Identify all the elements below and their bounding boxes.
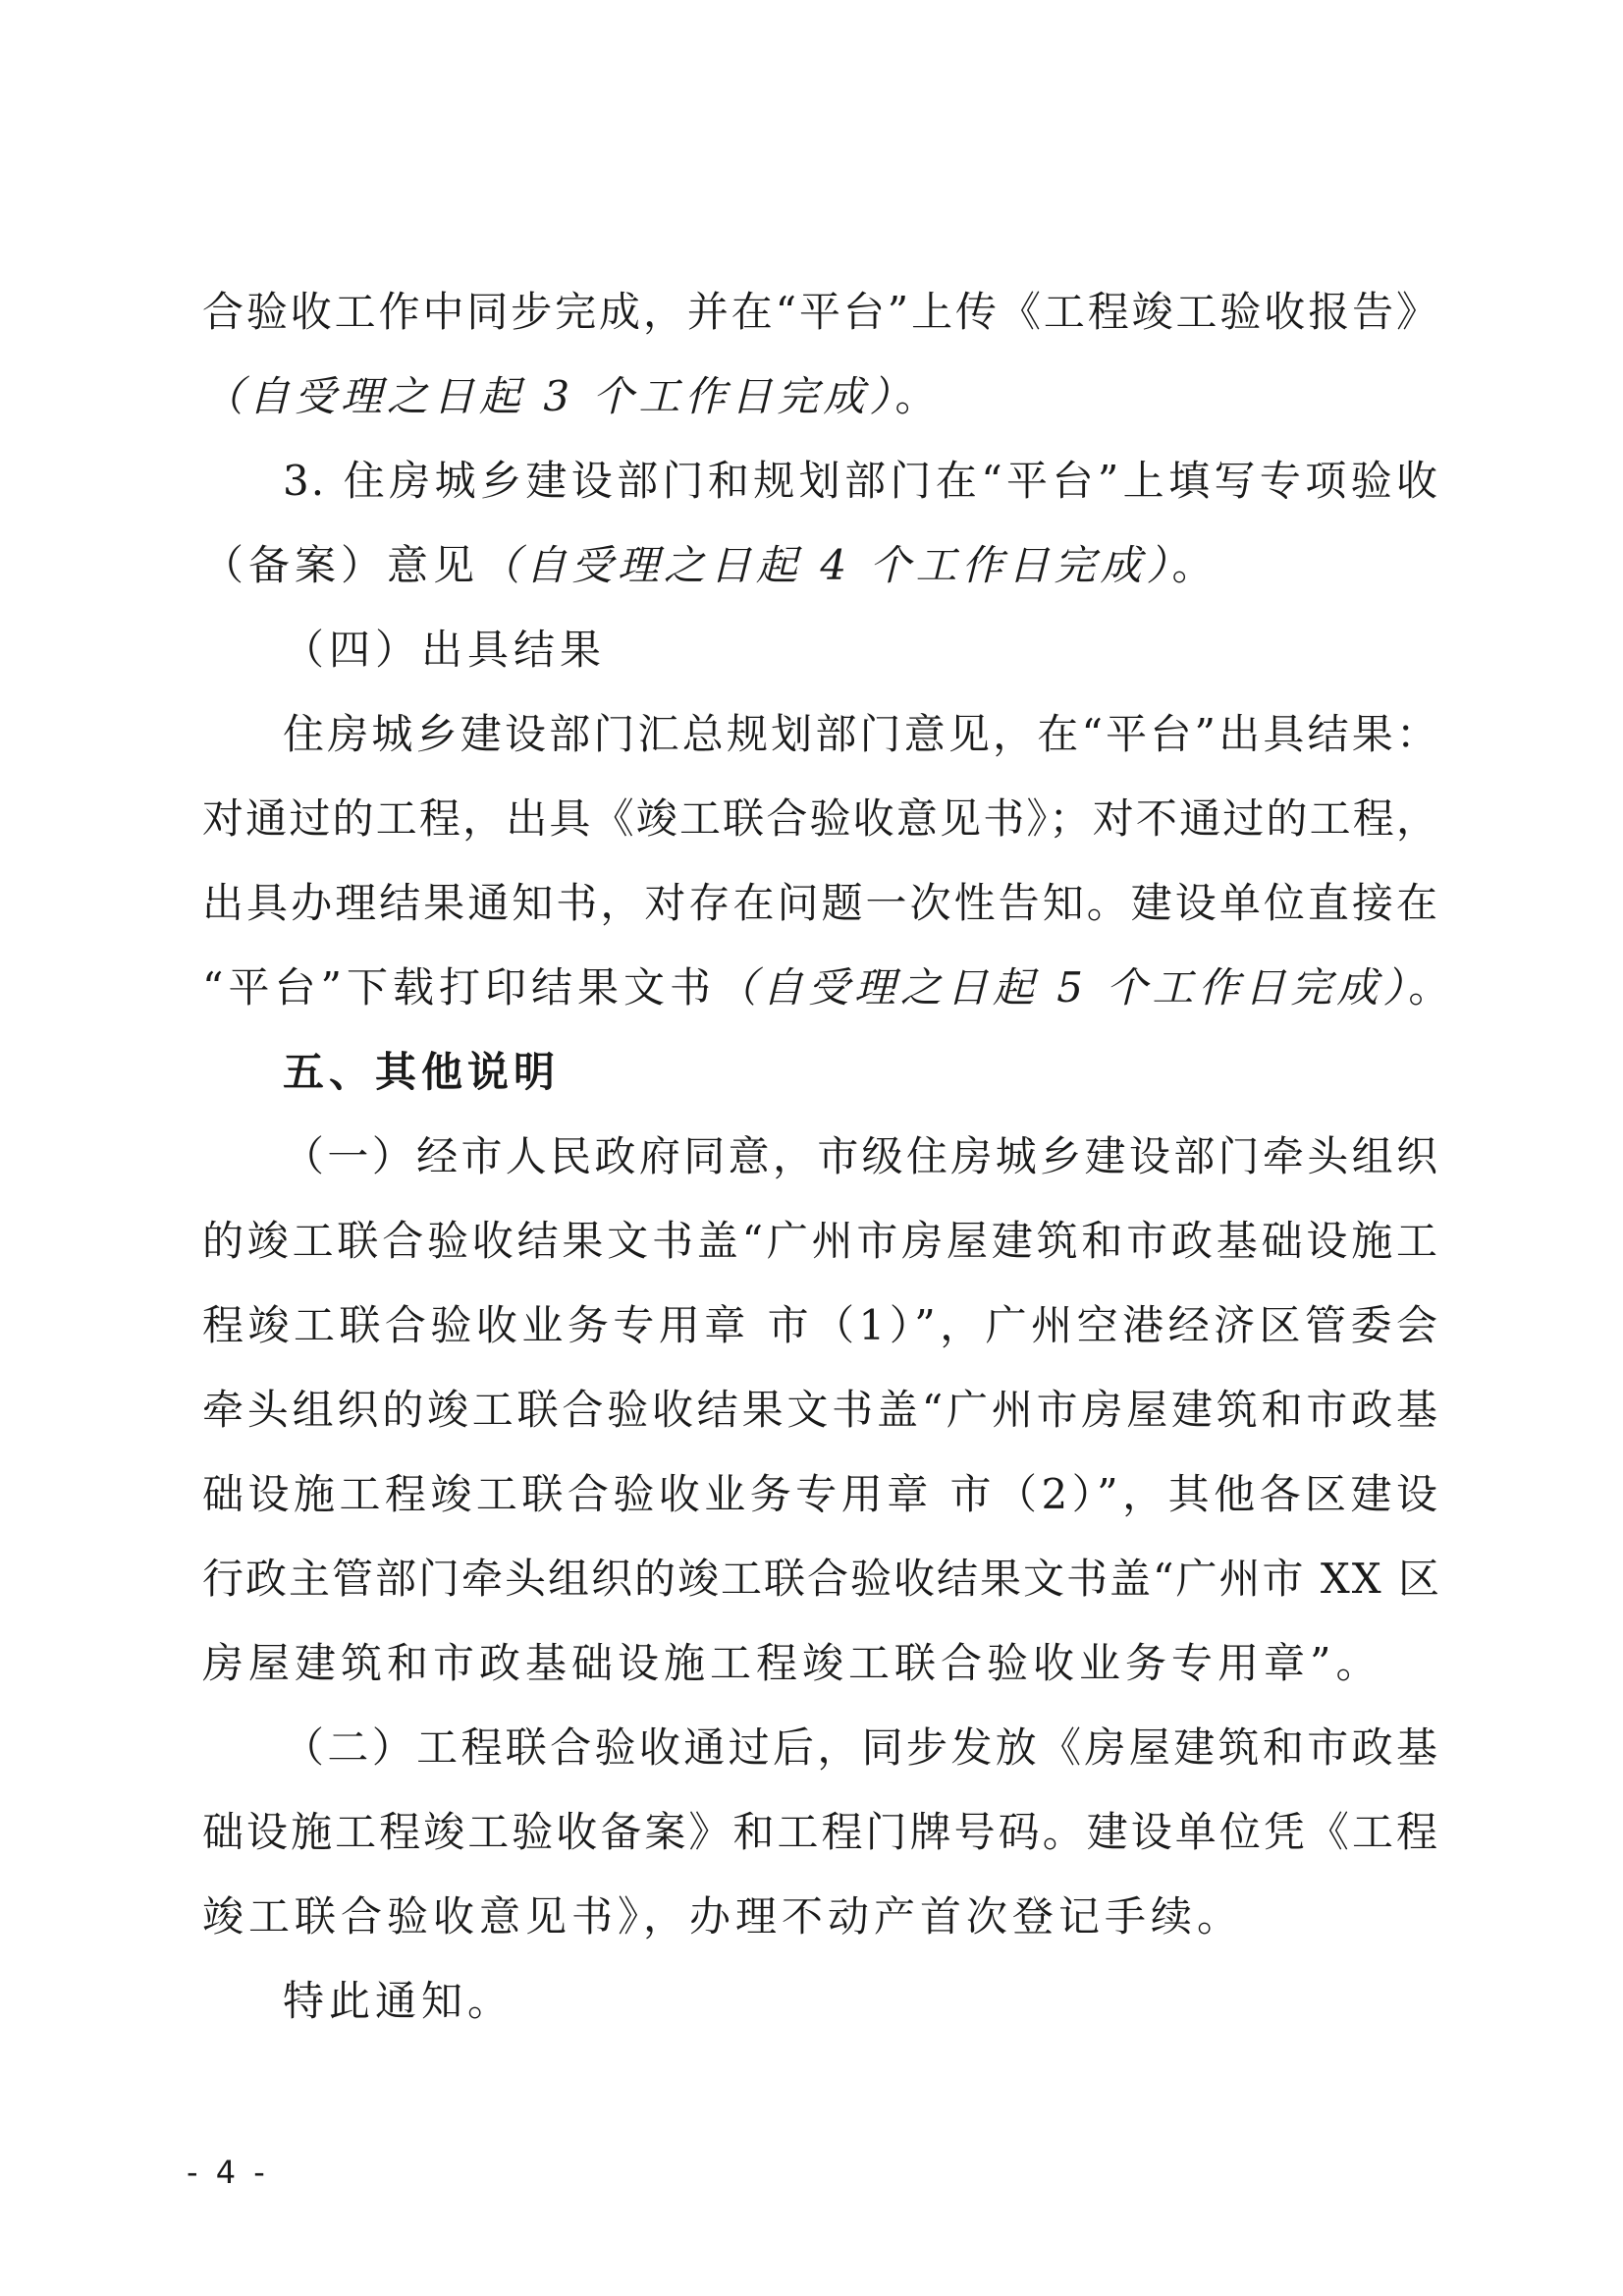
- text-line: 程竣工联合验收业务专用章 市（1）”，广州空港经济区管委会: [202, 1301, 1439, 1349]
- text-line: [202, 960, 1455, 1015]
- section-heading: 五、其他说明: [283, 1048, 561, 1096]
- text-line: 竣工联合验收意见书》，办理不动产首次登记手续。: [202, 1892, 1244, 1941]
- text-line: 住房城乡建设部门汇总规划部门意见，在“平台”出具结果：: [283, 710, 1439, 758]
- text-segment: “平台”下载打印结果文书: [202, 963, 716, 1011]
- text-line: 础设施工程竣工验收备案》和工程门牌号码。建设单位凭《工程: [202, 1808, 1439, 1856]
- text-segment: （备案）意见: [202, 541, 480, 589]
- text-line: 础设施工程竣工联合验收业务专用章 市（2）”，其他各区建设: [202, 1470, 1439, 1518]
- text-line: 行政主管部门牵头组织的竣工联合验收结果文书盖“广州市 XX 区: [202, 1555, 1441, 1603]
- text-line: 的竣工联合验收结果文书盖“广州市房屋建筑和市政基础设施工: [202, 1217, 1439, 1265]
- text-line: （一）经市人民政府同意，市级住房城乡建设部门牵头组织: [283, 1132, 1439, 1180]
- text-line: 合验收工作中同步完成，并在“平台”上传《工程竣工验收报告》: [202, 288, 1439, 336]
- text-line: （二）工程联合验收通过后，同步发放《房屋建筑和市政基: [283, 1723, 1439, 1772]
- punctuation: 。: [1408, 963, 1455, 1011]
- page-number: - 4 -: [187, 2154, 269, 2191]
- text-line: 出具办理结果通知书，对存在问题一次性告知。建设单位直接在: [202, 879, 1439, 927]
- punctuation: 。: [1171, 541, 1218, 589]
- closing-line: 特此通知。: [283, 1977, 514, 2025]
- deadline-note: （自受理之日起 5 个工作日完成）: [715, 963, 1409, 1011]
- text-line: 牵头组织的竣工联合验收结果文书盖“广州市房屋建筑和市政基: [202, 1386, 1439, 1434]
- text-line: [202, 369, 1439, 424]
- deadline-note: （自受理之日起 3 个工作日完成）: [202, 372, 895, 420]
- text-line: [202, 538, 1439, 593]
- deadline-note: （自受理之日起 4 个工作日完成）: [479, 541, 1172, 589]
- text-line: 3. 住房城乡建设部门和规划部门在“平台”上填写专项验收: [283, 457, 1439, 505]
- text-line: 房屋建筑和市政基础设施工程竣工联合验收业务专用章”。: [202, 1639, 1382, 1687]
- text-line: 对通过的工程，出具《竣工联合验收意见书》；对不通过的工程，: [202, 794, 1439, 843]
- punctuation: 。: [894, 372, 942, 420]
- section-subheading: （四）出具结果: [283, 626, 607, 674]
